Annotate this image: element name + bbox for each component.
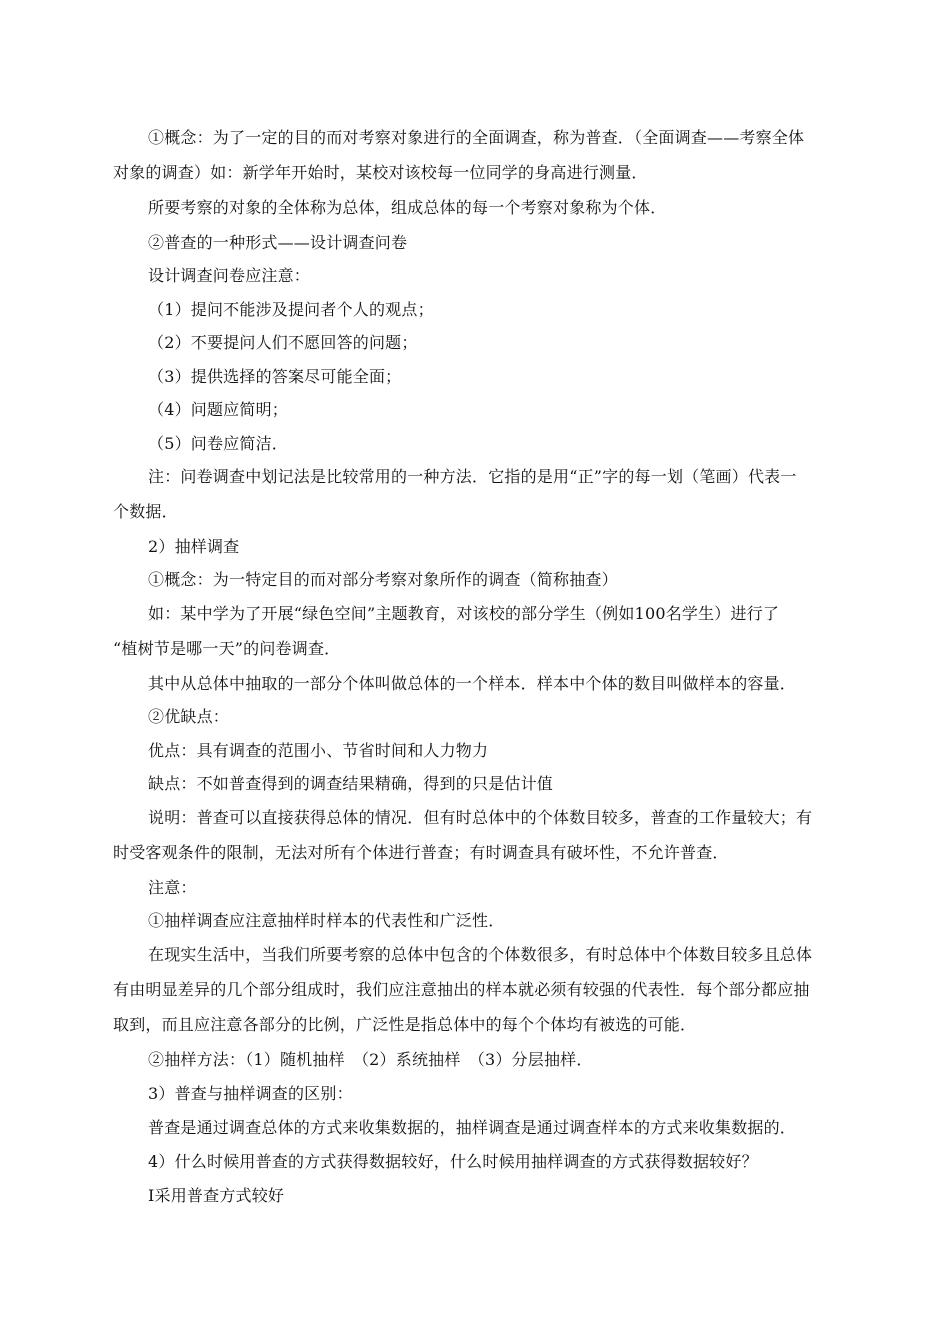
questionnaire-rule-3: （3）提供选择的答案尽可能全面； (148, 367, 402, 386)
questionnaire-heading: ②普查的一种形式——设计调查问卷 (148, 233, 408, 252)
questionnaire-rule-4: （4）问题应简明； (148, 400, 288, 419)
pros-cons-heading: ②优缺点： (148, 707, 230, 726)
questionnaire-rule-2: （2）不要提问人们不愿回答的问题； (148, 333, 418, 352)
sampling-concept: ①概念：为一特定目的而对部分考察对象所作的调查（简称抽查） (148, 570, 618, 589)
explanation-line-1: 说明：普查可以直接获得总体的情况．但有时总体中的个体数目较多，普查的工作量较大；有 (148, 808, 813, 827)
census-concept-line-1: ①概念：为了一定的目的而对考察对象进行的全面调查，称为普查．（全面调查——考察全体 (148, 128, 805, 147)
sampling-methods: ②抽样方法：（1）随机抽样 （2）系统抽样 （3）分层抽样． (148, 1050, 593, 1069)
difference-heading: 3）普查与抽样调查的区别： (148, 1084, 353, 1103)
sample-definition: 其中从总体中抽取的一部分个体叫做总体的一个样本．样本中个体的数目叫做样本的容量． (148, 674, 797, 693)
representativeness-line-1: 在现实生活中，当我们所要考察的总体中包含的个体数很多，有时总体中个体数目较多且总体 (148, 945, 813, 964)
questionnaire-rule-5: （5）问卷应简洁． (148, 434, 288, 453)
difference-text: 普查是通过调查总体的方式来收集数据的，抽样调查是通过调查样本的方式来收集数据的． (148, 1118, 797, 1137)
attention-heading: 注意： (148, 878, 197, 897)
explanation-line-2: 时受客观条件的限制，无法对所有个体进行普查；有时调查具有破坏性，不允许普查． (113, 843, 729, 862)
disadvantages: 缺点：不如普查得到的调查结果精确，得到的只是估计值 (148, 774, 554, 793)
questionnaire-rule-1: （1）提问不能涉及提问者个人的观点； (148, 300, 434, 319)
questionnaire-notes-intro: 设计调查问卷应注意： (148, 266, 311, 285)
population-individual-definition: 所要考察的对象的全体称为总体，组成总体的每一个考察对象称为个体． (148, 198, 667, 217)
sampling-example-line-1: 如：某中学为了开展“绿色空间”主题教育，对该校的部分学生（例如100名学生）进行了 (148, 604, 780, 623)
attention-point-1: ①抽样调查应注意抽样时样本的代表性和广泛性． (148, 911, 505, 930)
census-concept-line-2: 对象的调查）如：新学年开始时，某校对该校每一位同学的身高进行测量． (113, 163, 648, 182)
sampling-example-line-2: “植树节是哪一天”的问卷调查． (113, 639, 341, 658)
representativeness-line-2: 有由明显差异的几个部分组成时，我们应注意抽出的样本就必须有较强的代表性．每个部分都应抽 (113, 980, 810, 999)
advantages: 优点：具有调查的范围小、节省时间和人力物力 (148, 741, 489, 760)
tally-note-line-1: 注：问卷调查中划记法是比较常用的一种方法．它指的是用“正”字的每一划（笔画）代表一 (148, 467, 797, 486)
tally-note-line-2: 个数据． (113, 502, 178, 521)
sampling-survey-heading: 2）抽样调查 (148, 537, 240, 556)
representativeness-line-3: 取到，而且应注意各部分的比例，广泛性是指总体中的每个个体均有被选的可能． (113, 1015, 697, 1034)
when-to-use-question: 4）什么时候用普查的方式获得数据较好，什么时候用抽样调查的方式获得数据较好？ (148, 1152, 758, 1171)
census-preferred-heading: I采用普查方式较好 (148, 1186, 285, 1205)
